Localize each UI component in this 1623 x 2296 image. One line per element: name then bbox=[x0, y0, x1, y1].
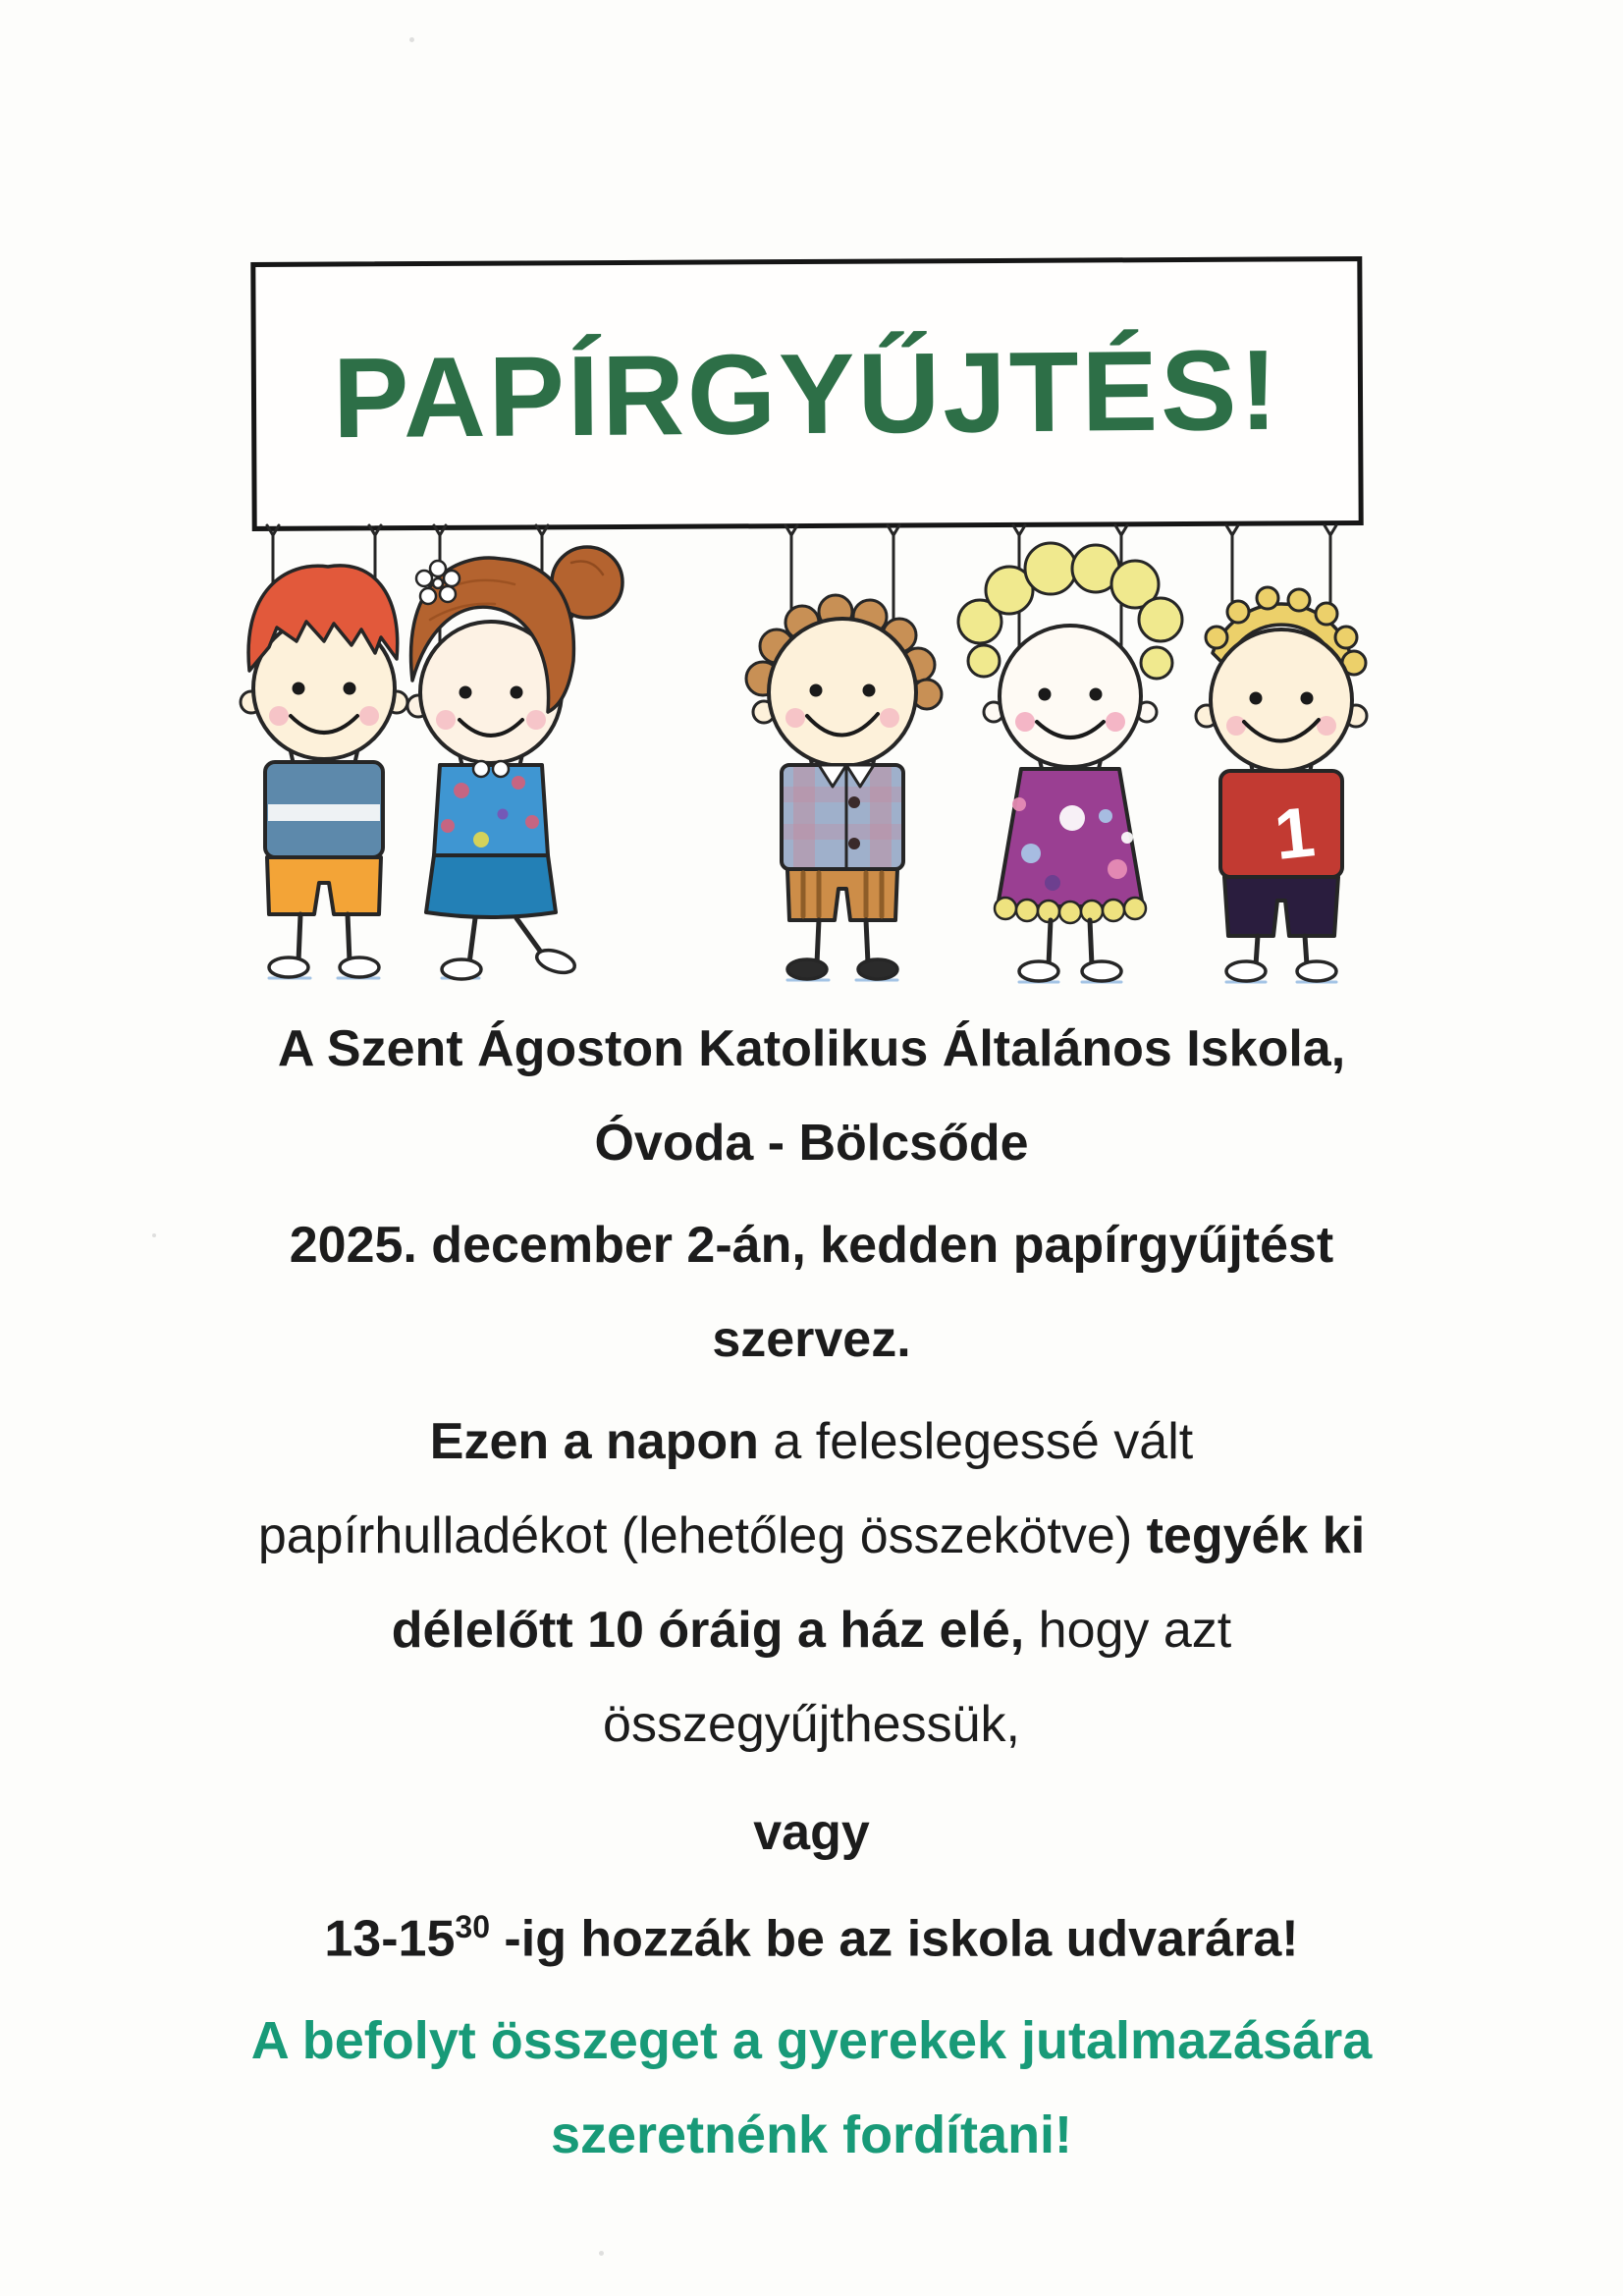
reward-line-2: szeretnénk fordítani! bbox=[550, 2105, 1073, 2165]
scan-speck bbox=[409, 37, 414, 42]
afternoon-time-line bbox=[0, 1880, 1623, 1986]
face bbox=[1000, 626, 1141, 767]
instructions-line-4 bbox=[0, 1677, 1623, 1772]
instructions-line-2 bbox=[0, 1489, 1623, 1583]
event-date-line-2: szervez. bbox=[712, 1311, 911, 1368]
flyer-text bbox=[0, 1002, 1623, 2182]
instructions-line-1 bbox=[0, 1394, 1623, 1489]
time-rest: -ig hozzák be az iskola udvarára! bbox=[489, 1910, 1299, 1968]
child-boy-red-hair bbox=[241, 525, 407, 978]
reward-line-1: A befolyt összeget a gyerekek jutalmazására bbox=[250, 2011, 1373, 2071]
time-superscript: 30 bbox=[455, 1909, 490, 1944]
child-boy-red-shirt bbox=[1196, 525, 1367, 982]
event-date-line-1: 2025. december 2-án, kedden papírgyűjtést bbox=[289, 1217, 1334, 1274]
instructions-bold: délelőtt 10 óráig a ház elé, bbox=[391, 1602, 1025, 1659]
dress bbox=[998, 769, 1143, 906]
children-illustration bbox=[226, 523, 1434, 997]
pants bbox=[1224, 877, 1338, 936]
child-girl-bun-blue-dress bbox=[407, 525, 622, 979]
title-banner bbox=[250, 256, 1363, 531]
scan-speck bbox=[599, 2251, 604, 2256]
dress-skirt bbox=[426, 855, 556, 917]
school-name-line-2: Óvoda - Bölcsőde bbox=[594, 1115, 1029, 1172]
instructions-bold: tegyék ki bbox=[1146, 1507, 1366, 1564]
face bbox=[1211, 629, 1352, 771]
scan-speck bbox=[152, 1233, 156, 1237]
shorts bbox=[267, 857, 381, 914]
instructions-regular: összegyűjthessük, bbox=[603, 1696, 1020, 1753]
child-boy-curls-plaid bbox=[746, 525, 942, 980]
instructions-regular: papírhulladékot (lehetőleg összekötve) bbox=[257, 1507, 1147, 1564]
time-range: 13-15 bbox=[324, 1910, 456, 1968]
child-girl-blonde-purple-dress bbox=[958, 525, 1182, 982]
instructions-regular: a feleslegessé vált bbox=[758, 1413, 1194, 1470]
dress-bodice bbox=[434, 765, 548, 855]
or-word: vagy bbox=[753, 1804, 870, 1861]
instructions-regular: hogy azt bbox=[1024, 1602, 1232, 1659]
shirt-number: 1 bbox=[1271, 793, 1319, 876]
instructions-bold: Ezen a napon bbox=[429, 1413, 759, 1470]
school-name-line-1: A Szent Ágoston Katolikus Általános Iskola, bbox=[277, 1020, 1346, 1077]
page-title: PAPÍRGYŰJTÉS! bbox=[332, 325, 1282, 463]
instructions-line-3 bbox=[0, 1583, 1623, 1677]
face bbox=[769, 619, 916, 766]
